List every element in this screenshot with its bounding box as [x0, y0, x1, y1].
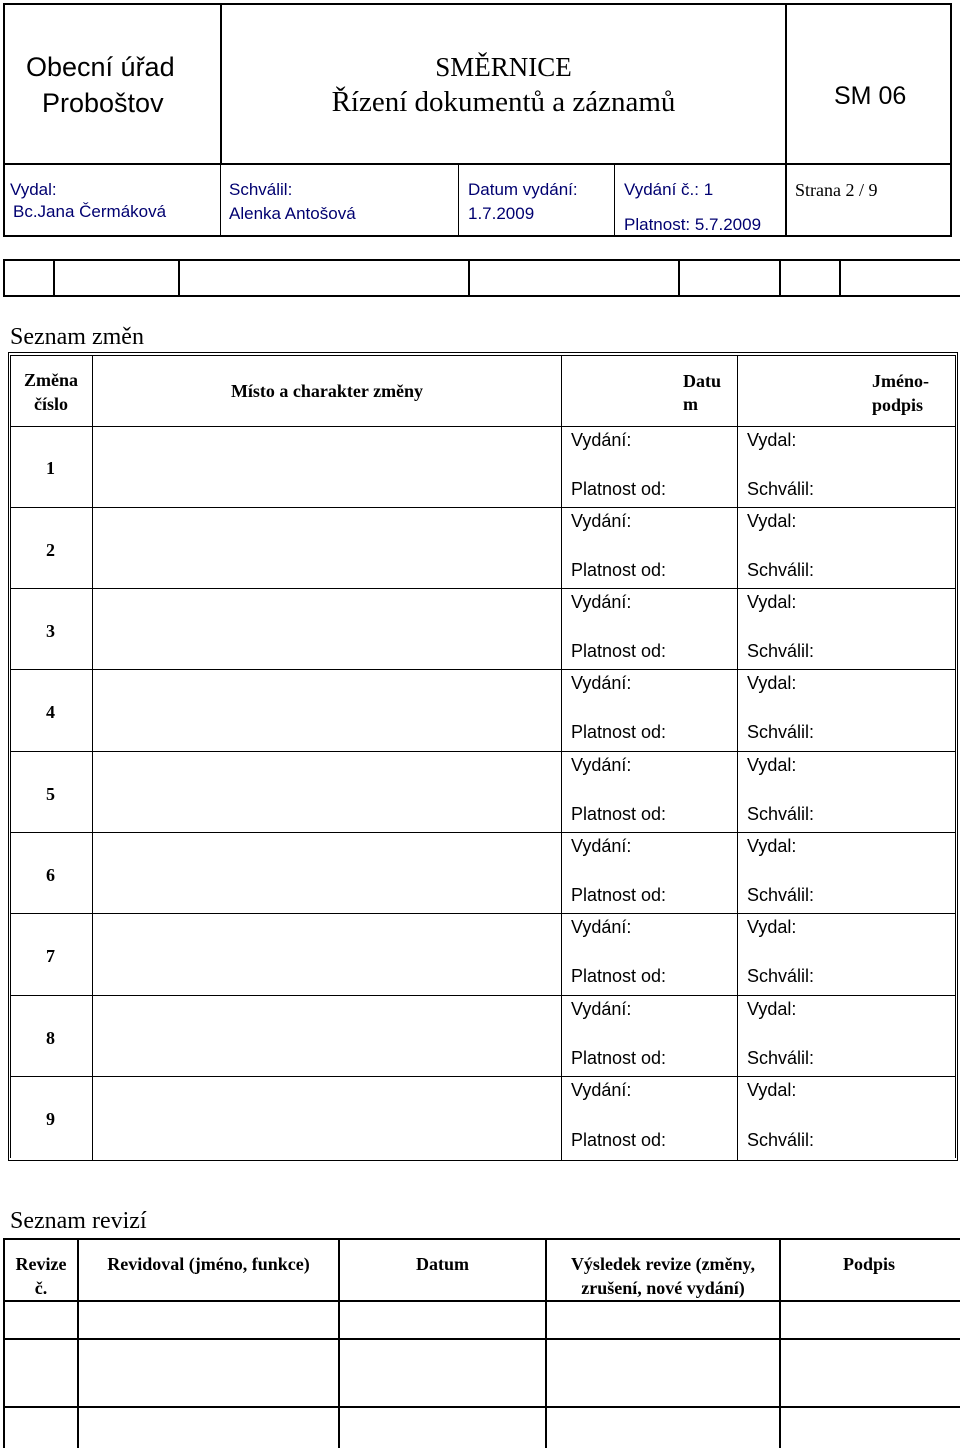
approved-by-label: Schválil:: [747, 966, 815, 986]
issued-by-label: Vydal:: [747, 836, 797, 856]
col-date-line1: Datu: [683, 371, 722, 391]
issue-label: Vydání:: [571, 999, 632, 1019]
issued-by-label: Vydal:: [747, 999, 797, 1019]
col-name-signature-line2: podpis: [872, 395, 924, 415]
issue-label: Vydání:: [571, 673, 632, 693]
change-number: 5: [46, 784, 55, 804]
approved-by-label: Schválil:: [747, 479, 815, 499]
issued-by-label: Vydal:: [747, 1080, 797, 1100]
col-place-character: Místo a charakter změny: [230, 381, 424, 401]
approved-by-name: Alenka Antošová: [229, 204, 356, 223]
issued-by-name: Bc.Jana Čermáková: [13, 202, 167, 221]
col-revision-number-line2: č.: [34, 1278, 48, 1298]
change-number: 9: [46, 1109, 55, 1129]
issued-by-label: Vydal:: [747, 592, 797, 612]
col-revision-number-line1: Revize: [15, 1254, 67, 1274]
issue-date: 1.7.2009: [468, 204, 535, 223]
col-signature: Podpis: [842, 1254, 896, 1274]
valid-label: Platnost od:: [571, 1048, 667, 1068]
issue-label: Vydání:: [571, 755, 632, 775]
valid-label: Platnost od:: [571, 560, 667, 580]
change-number: 7: [46, 946, 55, 966]
issue-label: Vydání:: [571, 592, 632, 612]
issued-by-label: Vydal:: [747, 673, 797, 693]
col-reviewer: Revidoval (jméno, funkce): [107, 1254, 310, 1274]
issue-label: Vydání:: [571, 836, 632, 856]
col-result-line2: zrušení, nové vydání): [581, 1278, 745, 1298]
col-change-number-line1: Změna: [24, 370, 78, 390]
change-number: 4: [46, 702, 55, 722]
issued-by-label: Vydal:: [747, 917, 797, 937]
change-number: 8: [46, 1028, 55, 1048]
approved-by-label: Schválil:: [229, 180, 293, 199]
approved-by-label: Schválil:: [747, 885, 815, 905]
valid-label: Platnost od:: [571, 1130, 667, 1150]
valid-label: Platnost od:: [571, 885, 667, 905]
issue-label: Vydání:: [571, 1080, 632, 1100]
change-number: 6: [46, 865, 55, 885]
valid-label: Platnost od:: [571, 722, 667, 742]
document-type: SMĚRNICE: [435, 52, 572, 82]
issued-by-label: Vydal:: [10, 180, 57, 199]
approved-by-label: Schválil:: [747, 1130, 815, 1150]
approved-by-label: Schválil:: [747, 722, 815, 742]
issue-date-label: Datum vydání:: [468, 180, 578, 199]
changes-title: Seznam změn: [10, 324, 144, 350]
approved-by-label: Schválil:: [747, 1048, 815, 1068]
page-number: Strana 2 / 9: [795, 180, 878, 200]
col-result-line1: Výsledek revize (změny,: [570, 1254, 756, 1274]
valid-from: Platnost: 5.7.2009: [624, 215, 762, 234]
valid-label: Platnost od:: [571, 479, 667, 499]
valid-label: Platnost od:: [571, 804, 667, 824]
issue-label: Vydání:: [571, 430, 632, 450]
approved-by-label: Schválil:: [747, 804, 815, 824]
issue-label: Vydání:: [571, 917, 632, 937]
approved-by-label: Schválil:: [747, 641, 815, 661]
edition-number: Vydání č.: 1: [624, 180, 714, 199]
issued-by-label: Vydal:: [747, 511, 797, 531]
valid-label: Platnost od:: [571, 641, 667, 661]
col-date-line2: m: [683, 394, 698, 414]
revisions-title: Seznam revizí: [10, 1208, 147, 1234]
change-number: 2: [46, 540, 55, 560]
document-code: SM 06: [834, 82, 907, 110]
change-number: 3: [46, 621, 55, 641]
issued-by-label: Vydal:: [747, 430, 797, 450]
issue-label: Vydání:: [571, 511, 632, 531]
document-title: Řízení dokumentů a záznamů: [331, 86, 676, 118]
org-name-line2: Proboštov: [42, 88, 164, 118]
col-name-signature-line1: Jméno-: [872, 371, 929, 391]
issued-by-label: Vydal:: [747, 755, 797, 775]
col-date: Datum: [416, 1254, 469, 1274]
org-name-line1: Obecní úřad: [26, 52, 175, 82]
col-change-number-line2: číslo: [34, 394, 68, 414]
change-number: 1: [46, 458, 55, 478]
approved-by-label: Schválil:: [747, 560, 815, 580]
valid-label: Platnost od:: [571, 966, 667, 986]
